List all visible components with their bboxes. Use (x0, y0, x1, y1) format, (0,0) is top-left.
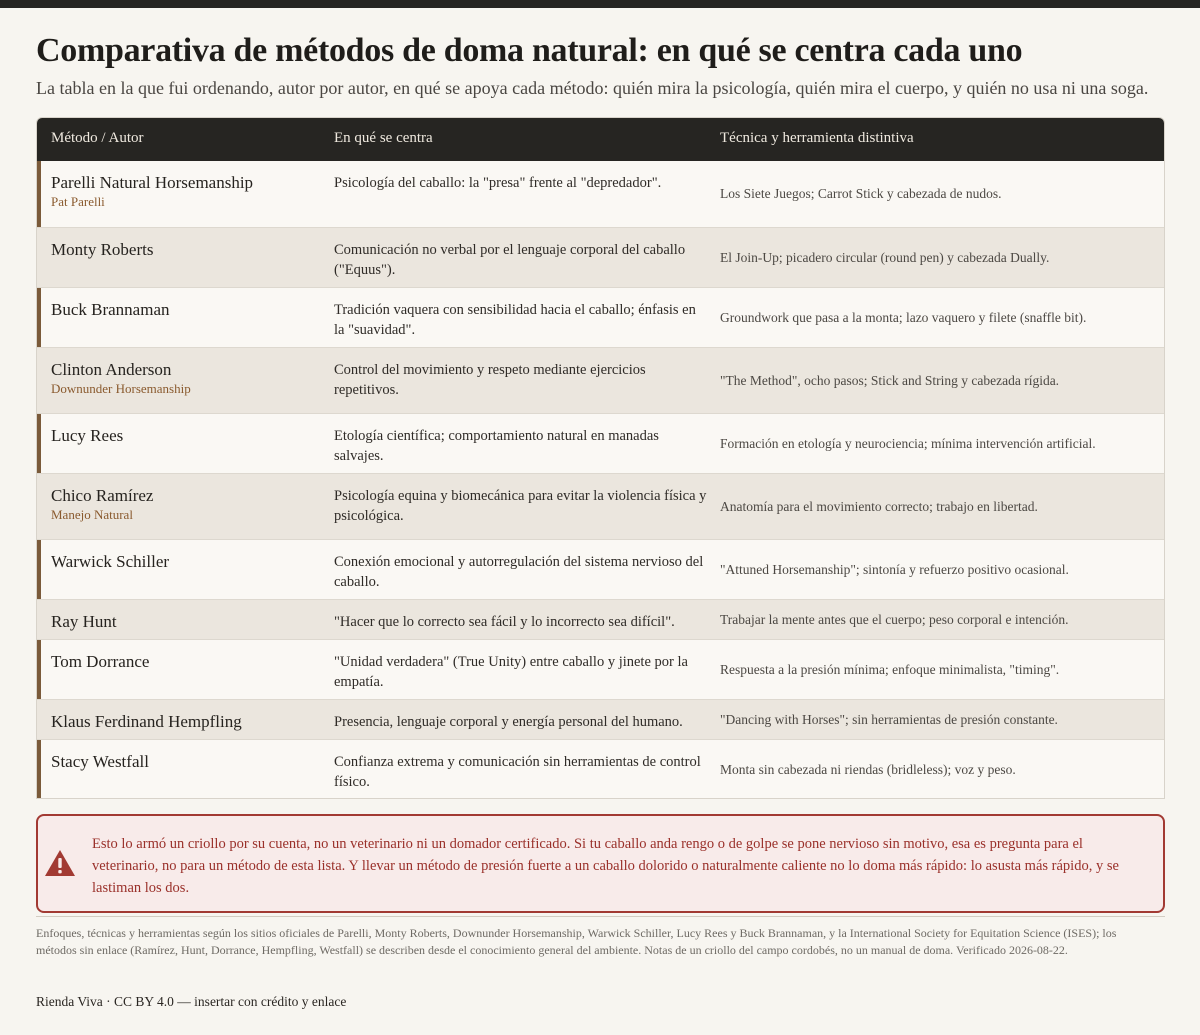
method-name: Lucy Rees (51, 426, 124, 445)
focus-cell: Confianza extrema y comunicación sin herramientas de control físico. (334, 754, 701, 790)
method-cell (51, 552, 331, 572)
method-cell (51, 173, 331, 211)
technique-text: El Join-Up; picadero circular (round pen) y cabezada Dually. (720, 249, 1050, 265)
technique-cell (720, 348, 1160, 413)
credit-line: Rienda Viva · CC BY 4.0 — insertar con crédito y enlace (36, 994, 347, 1009)
technique-text: "The Method", ocho pasos; Stick and String y cabezada rígida. (720, 372, 1060, 388)
focus-cell: Presencia, lenguaje corporal y energía personal del humano. (334, 714, 683, 730)
technique-text: "Dancing with Horses"; sin herramientas de presión constante. (720, 711, 1058, 727)
top-bar (0, 0, 1200, 8)
technique-text: Los Siete Juegos; Carrot Stick y cabezada de nudos. (720, 186, 1002, 201)
method-name: Stacy Westfall (51, 752, 149, 771)
methods-table (36, 117, 1165, 799)
table-row (37, 599, 1164, 639)
method-name: Buck Brannaman (51, 300, 170, 319)
focus-cell: "Unidad verdadera" (True Unity) entre caballo y jinete por la empatía. (334, 654, 688, 690)
technique-text: Respuesta a la presión mínima; enfoque minimalista, "timing". (720, 661, 1060, 677)
focus-cell: Conexión emocional y autorregulación del sistema nervioso del caballo. (334, 554, 704, 590)
focus-cell: Psicología del caballo: la "presa" frente al "depredador". (334, 175, 662, 191)
table-header (37, 118, 1164, 161)
focus-cell: Etología científica; comportamiento natural en manadas salvajes. (334, 428, 659, 464)
method-cell (51, 752, 331, 772)
technique-text: Anatomía para el movimiento correcto; trabajo en libertad. (720, 498, 1038, 514)
technique-text: Groundwork que pasa a la monta; lazo vaquero y filete (snaffle bit). (720, 309, 1087, 325)
technique-cell (720, 640, 1160, 699)
warning-box (36, 814, 1165, 913)
page-title: Comparativa de métodos de doma natural: en qué se centra cada uno (36, 32, 1023, 69)
method-subtitle: Downunder Horsemanship (51, 381, 191, 396)
technique-cell (720, 700, 1160, 739)
table-row (37, 473, 1164, 539)
focus-cell: "Hacer que lo correcto sea fácil y lo incorrecto sea difícil". (334, 614, 675, 630)
method-cell (51, 612, 331, 632)
technique-cell (720, 540, 1160, 599)
method-name: Tom Dorrance (51, 652, 150, 671)
technique-cell (720, 288, 1160, 347)
sources-note: Enfoques, técnicas y herramientas según los sitios oficiales de Parelli, Monty Roberts, Downunder Horsemanship, Warwick Schiller, Lucy Rees y Buck Brannaman, y la International Society for Equitation Science (ISES); los métodos sin enlace (Ramírez, Hunt, Dorrance, Hempfling, Westfall) se describen desde el conocimiento general del ambiente. Notas de un criollo del campo cordobés, no un manual de doma. Verificado 2026-08-22. (36, 926, 1117, 957)
focus-cell: Tradición vaquera con sensibilidad hacia el caballo; énfasis en la "suavidad". (334, 302, 696, 338)
technique-text: "Attuned Horsemanship"; sintonía y refuerzo positivo ocasional. (720, 561, 1069, 577)
technique-text: Formación en etología y neurociencia; mínima intervención artificial. (720, 435, 1096, 451)
method-cell (51, 360, 331, 398)
table-row (37, 639, 1164, 699)
technique-cell (720, 228, 1160, 287)
method-cell (51, 486, 331, 524)
table-row (37, 739, 1164, 799)
divider (36, 916, 1165, 917)
method-subtitle: Pat Parelli (51, 194, 105, 209)
technique-cell (720, 414, 1160, 473)
header-focus: En qué se centra (334, 130, 433, 146)
technique-cell (720, 600, 1160, 639)
table-row (37, 699, 1164, 739)
technique-cell (720, 474, 1160, 539)
method-cell (51, 652, 331, 672)
technique-cell (720, 161, 1160, 227)
page-subtitle: La tabla en la que fui ordenando, autor por autor, en qué se apoya cada método: quién mira la psicología, quién mira el cuerpo, y quién no usa ni una soga. (36, 78, 1149, 98)
focus-cell: Comunicación no verbal por el lenguaje corporal del caballo ("Equus"). (334, 242, 686, 278)
table-row (37, 413, 1164, 473)
focus-cell: Control del movimiento y respeto mediante ejercicios repetitivos. (334, 362, 646, 398)
method-cell (51, 240, 331, 260)
method-cell (51, 300, 331, 320)
method-subtitle: Manejo Natural (51, 507, 133, 522)
header-method: Método / Autor (51, 130, 144, 146)
technique-text: Trabajar la mente antes que el cuerpo; peso corporal e intención. (720, 611, 1069, 627)
table-row (37, 287, 1164, 347)
method-name: Klaus Ferdinand Hempfling (51, 712, 242, 731)
method-name: Ray Hunt (51, 612, 117, 631)
table-row (37, 161, 1164, 227)
method-cell (51, 712, 331, 732)
header-technique: Técnica y herramienta distintiva (720, 130, 914, 146)
technique-cell (720, 740, 1160, 799)
warning-triangle-icon (44, 848, 76, 878)
table-row (37, 347, 1164, 413)
method-name: Warwick Schiller (51, 552, 170, 571)
focus-cell: Psicología equina y biomecánica para evitar la violencia física y psicológica. (334, 488, 707, 524)
method-name: Chico Ramírez (51, 486, 154, 505)
table-body (37, 161, 1164, 799)
table-row (37, 539, 1164, 599)
technique-text: Monta sin cabezada ni riendas (bridleless); voz y peso. (720, 761, 1016, 777)
warning-text: Esto lo armó un criollo por su cuenta, no un veterinario ni un domador certificado. Si tu caballo anda rengo o de golpe se pone nervioso sin motivo, esa es pregunta para el veterinario, no para un método de esta lista. Y llevar un método de presión fuerte a un caballo dolorido o naturalmente caliente no lo doma más rápido: lo asusta más rápido, y se lastiman los dos. (92, 836, 1119, 896)
method-name: Monty Roberts (51, 240, 154, 259)
method-name: Parelli Natural Horsemanship (51, 173, 254, 192)
method-name: Clinton Anderson (51, 360, 172, 379)
method-cell (51, 426, 331, 446)
table-row (37, 227, 1164, 287)
